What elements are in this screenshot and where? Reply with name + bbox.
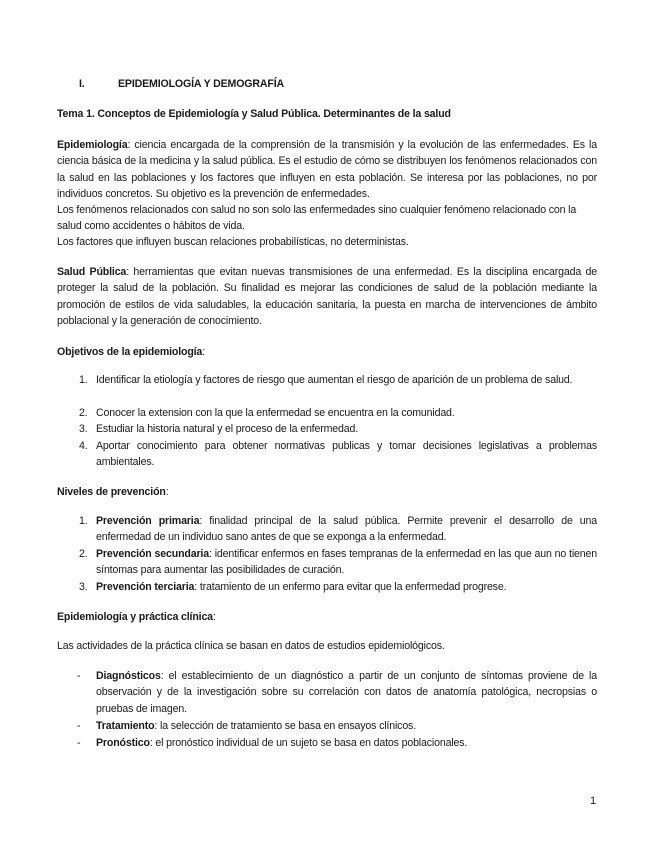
section-title: EPIDEMIOLOGÍA Y DEMOGRAFÍA xyxy=(118,78,285,90)
epidemiologia-paragraph xyxy=(57,137,597,203)
tema-heading xyxy=(57,106,597,122)
practica-heading: Epidemiología y práctica clínica: xyxy=(57,611,216,623)
practica-intro: Las actividades de la práctica clínica se basan en datos de estudios epidemiológicos. xyxy=(57,640,445,652)
salud-publica-paragraph xyxy=(57,264,597,330)
page-number: 1 xyxy=(590,795,596,807)
objetivos-heading: Objetivos de la epidemiología: xyxy=(57,346,205,358)
salud-publica-text: : herramientas que evitan nuevas transmisiones de una enfermedad. Es la disciplina encargada de proteger la salud de la población. Su finalidad es mejorar las condiciones de salud de la población mediante la promoción de estilos de vida saludables, la educación sanitaria, la puesta en marcha de intervenciones de ámbito poblacional y la generación de conocimiento. xyxy=(57,266,598,328)
salud-publica-term: Salud Pública xyxy=(57,266,127,278)
epidemiologia-paragraph-3: Los factores que influyen buscan relaciones probabilísticas, no deterministas. xyxy=(57,236,409,248)
section-number: I. xyxy=(79,78,85,90)
epidemiologia-paragraph-2: Los fenómenos relacionados con salud no son solo las enfermedades sino cualquier fenómeno relacionado con la salud como accidentes o hábitos de vida. xyxy=(57,204,577,233)
niveles-heading: Niveles de prevención: xyxy=(57,486,169,498)
epidemiologia-text: : ciencia encargada de la comprensión de la transmisión y la evolución de las enfermedades. Es la ciencia básica de la medicina y la salud pública. Es el estudio de cómo se distribuyen los fenómenos relacionados con la salud en las poblaciones y los factores que influyen en esta población. Se interesa por las poblaciones, no por individuos concretos. Su objetivo es la prevención de enfermedades. xyxy=(57,139,597,201)
epidemiologia-term: Epidemiología xyxy=(57,139,128,151)
tema-title: Tema 1. Conceptos de Epidemiología y Salud Pública. Determinantes de la salud xyxy=(57,108,451,120)
